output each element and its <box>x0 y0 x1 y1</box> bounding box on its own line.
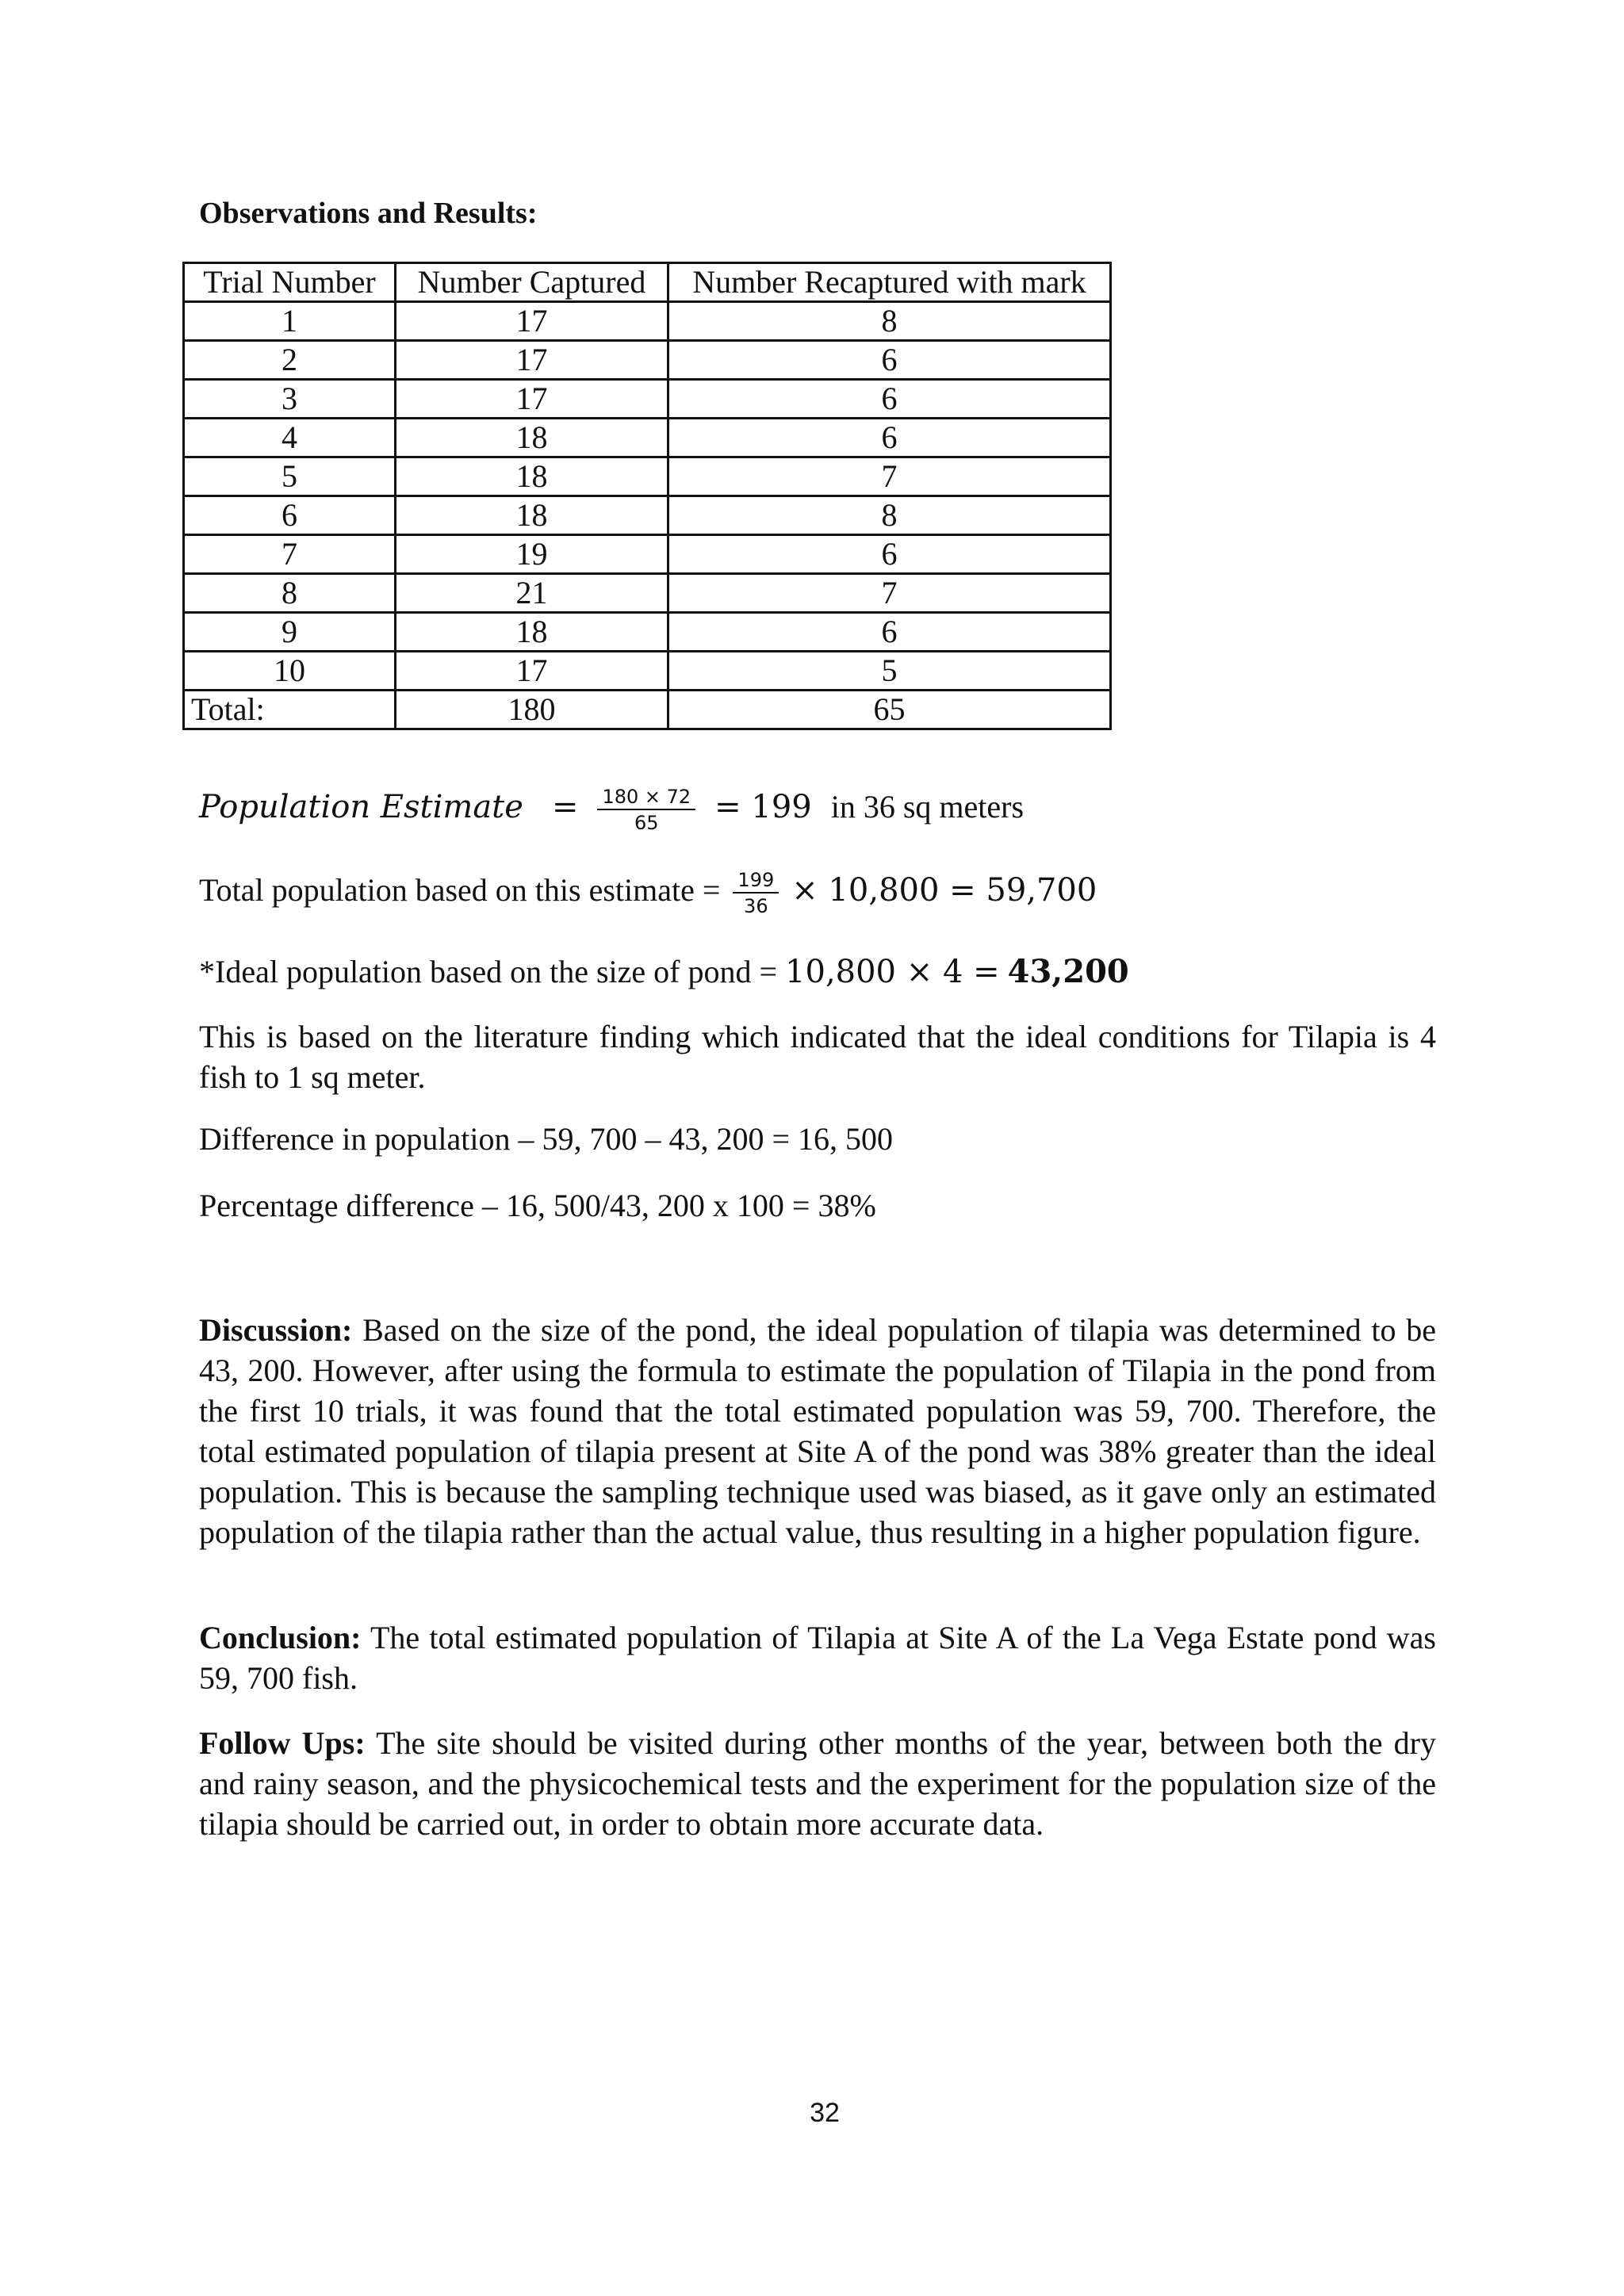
table-row <box>184 613 1111 652</box>
conclusion-text: The total estimated population of Tilapia at Site A of the La Vega Estate pond was 59, 700 fish. <box>199 1620 1437 1696</box>
table-cell: 8 <box>668 302 1111 341</box>
percentage-line: Percentage difference – 16, 500/43, 200 x 100 = 38% <box>199 1188 876 1223</box>
table-row <box>184 341 1111 380</box>
population-estimate-equation <box>199 785 1024 836</box>
table-row <box>184 302 1111 341</box>
discussion-text: Based on the size of the pond, the ideal population of tilapia was determined to be 43, 200. However, after using the formula to estimate the population of Tilapia in the pond from the first 10 trials, it was found that the total estimated population was 59, 700. Therefore, the total estimated population of tilapia present at Site A of the pond was 38% greater than the ideal population. This is because the sampling technique used was biased, as it gave only an estimated population of the tilapia rather than the actual value, thus resulting in a higher population figure. <box>199 1312 1437 1550</box>
table-cell: 19 <box>396 535 668 574</box>
table-row <box>184 574 1111 613</box>
fraction-numerator: 180 × 72 <box>597 785 695 810</box>
column-header: Number Captured <box>396 263 668 302</box>
followups-text: The site should be visited during other months of the year, between both the dry and rainy season, and the physicochemical tests and the experiment for the population size of the tilapia should be carried out, in order to obtain more accurate data. <box>199 1725 1436 1842</box>
estimate-fraction <box>597 785 695 836</box>
table-cell: 4 <box>184 419 396 457</box>
table-row <box>184 496 1111 535</box>
table-cell: 10 <box>184 652 396 691</box>
ideal-result: 43,200 <box>1007 953 1129 990</box>
table-cell: 17 <box>396 652 668 691</box>
discussion-paragraph <box>199 1310 1436 1552</box>
page-number: 32 <box>810 2098 840 2128</box>
table-row <box>184 419 1111 457</box>
table-row <box>184 457 1111 496</box>
conclusion-paragraph <box>199 1617 1436 1698</box>
total-pop-label: Total population based on this estimate = <box>199 872 721 909</box>
followups-label: Follow Ups: <box>199 1725 366 1761</box>
estimate-label: Population Estimate <box>199 789 523 826</box>
table-row <box>184 652 1111 691</box>
fraction-denominator: 65 <box>634 812 659 834</box>
conclusion-label: Conclusion: <box>199 1620 362 1655</box>
table-cell: 5 <box>668 652 1111 691</box>
table-cell: 21 <box>396 574 668 613</box>
estimate-result: = 199 <box>714 789 812 826</box>
table-cell: 8 <box>184 574 396 613</box>
discussion-label: Discussion: <box>199 1312 353 1348</box>
total-population-equation <box>199 868 1097 919</box>
table-cell: 18 <box>396 457 668 496</box>
literature-note: This is based on the literature finding which indicated that the ideal conditions for Tilapia is 4 fish to 1 sq meter. <box>199 1019 1436 1095</box>
table-cell: 8 <box>668 496 1111 535</box>
ideal-label: *Ideal population based on the size of pond = <box>199 954 778 989</box>
ideal-population-equation <box>199 953 1129 990</box>
table-cell: 17 <box>396 341 668 380</box>
table-cell: 6 <box>668 341 1111 380</box>
table-cell: 6 <box>668 613 1111 652</box>
table-cell: 3 <box>184 380 396 419</box>
fraction-denominator: 36 <box>744 895 768 917</box>
column-header: Number Recaptured with mark <box>668 263 1111 302</box>
column-header: Trial Number <box>184 263 396 302</box>
estimate-suffix: in 36 sq meters <box>830 789 1025 825</box>
total-pop-fraction <box>733 868 779 919</box>
difference-line: Difference in population – 59, 700 – 43, 200 = 16, 500 <box>199 1121 894 1157</box>
table-cell: 7 <box>668 574 1111 613</box>
table-row <box>184 535 1111 574</box>
table-cell: 18 <box>396 613 668 652</box>
table-total-row <box>184 691 1111 729</box>
ideal-expression: 10,800 × 4 = <box>785 954 1000 990</box>
table-cell: 2 <box>184 341 396 380</box>
total-captured: 180 <box>396 691 668 729</box>
table-row <box>184 380 1111 419</box>
table-header-row <box>184 263 1111 302</box>
total-label: Total: <box>184 691 396 729</box>
section-heading: Observations and Results: <box>199 197 538 230</box>
total-recaptured: 65 <box>668 691 1111 729</box>
table-cell: 6 <box>668 419 1111 457</box>
table-cell: 7 <box>184 535 396 574</box>
total-pop-result: × 10,800 = 59,700 <box>791 872 1097 909</box>
table-cell: 6 <box>184 496 396 535</box>
table-cell: 6 <box>668 380 1111 419</box>
equals-sign: = <box>551 789 579 826</box>
table-cell: 7 <box>668 457 1111 496</box>
results-table <box>182 262 1112 730</box>
table-cell: 9 <box>184 613 396 652</box>
table-cell: 1 <box>184 302 396 341</box>
table-cell: 6 <box>668 535 1111 574</box>
table-cell: 18 <box>396 496 668 535</box>
followups-paragraph <box>199 1723 1436 1844</box>
table-cell: 17 <box>396 302 668 341</box>
table-cell: 18 <box>396 419 668 457</box>
table-cell: 5 <box>184 457 396 496</box>
fraction-numerator: 199 <box>733 868 779 894</box>
table-cell: 17 <box>396 380 668 419</box>
